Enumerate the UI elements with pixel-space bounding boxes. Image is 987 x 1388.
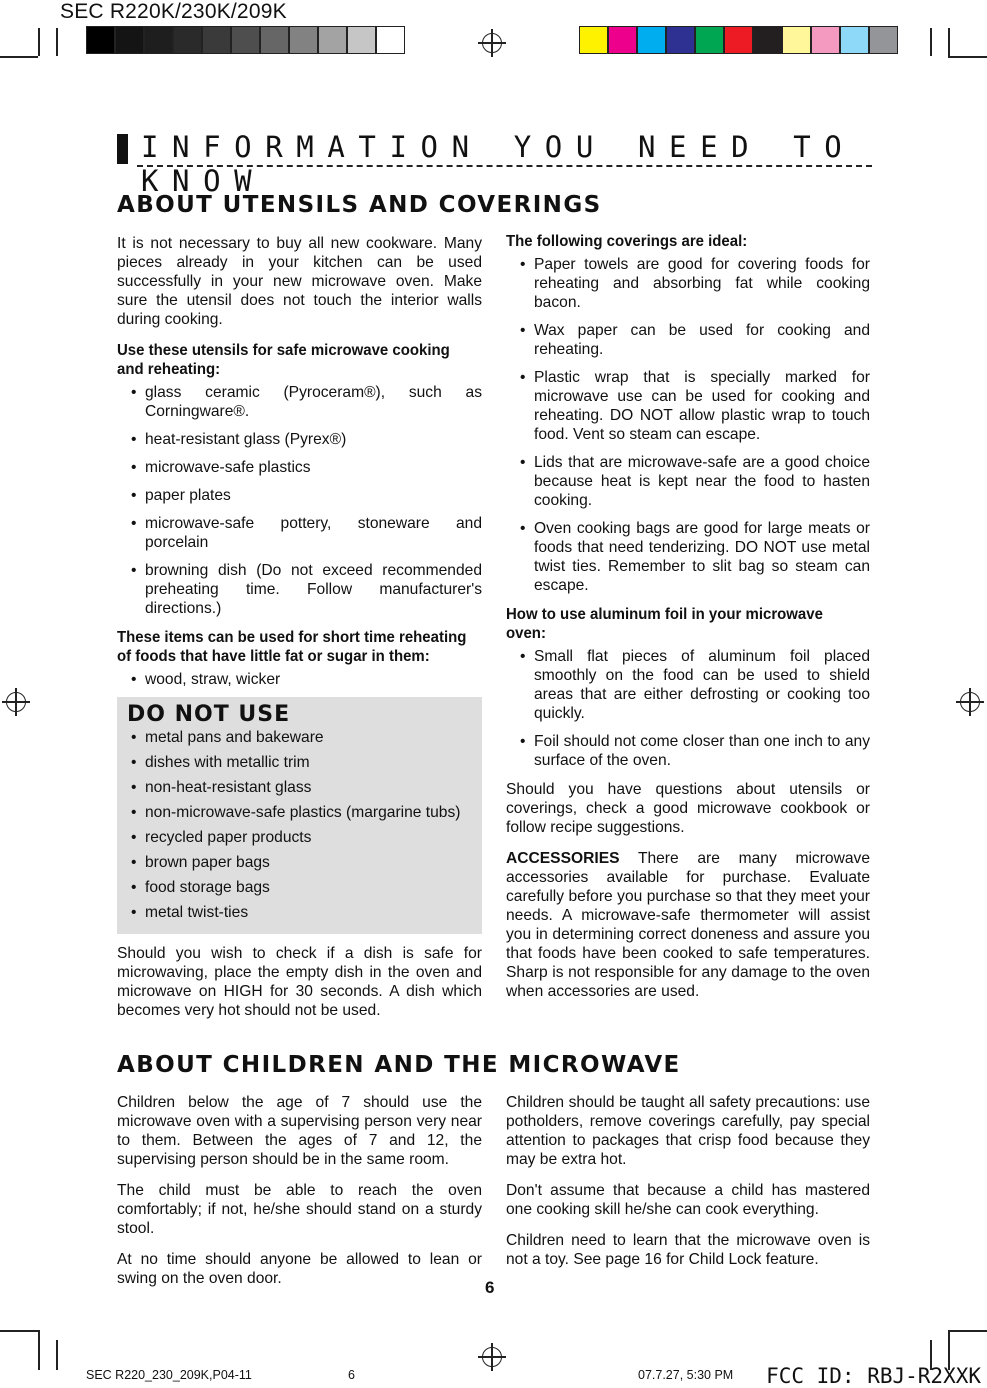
gray-swatch — [289, 26, 318, 54]
color-swatch — [724, 26, 753, 54]
section-banner — [117, 130, 872, 198]
accessories-label: ACCESSORIES — [506, 850, 620, 867]
color-swatch — [579, 26, 608, 54]
registration-mark-icon — [956, 688, 984, 716]
children-paragraph: The child must be able to reach the oven comfortably; if not, he/she should stand on a sturdy stool. — [117, 1182, 482, 1237]
list-item: • Plastic wrap that is specially marked for microwave use can be used for cooking and reheating. DO NOT allow plastic wrap to touch food. Vent so steam can escape. — [506, 368, 870, 444]
accessories-paragraph — [506, 849, 870, 1001]
children-heading: ABOUT CHILDREN AND THE MICROWAVE — [117, 1052, 681, 1078]
list-item: • heat-resistant glass (Pyrex®) — [117, 430, 482, 449]
crop-mark — [56, 1340, 58, 1370]
list-item: • wood, straw, wicker — [117, 670, 482, 689]
list-item: • microwave-safe pottery, stoneware and porcelain — [117, 514, 482, 552]
dish-check-text: Should you wish to check if a dish is safe for microwaving, place the empty dish in the oven and microwave on HIGH for 30 seconds. A dish which becomes very hot should not be used. — [117, 945, 482, 1019]
gray-swatch — [231, 26, 260, 54]
coverings-heading: The following coverings are ideal: — [506, 233, 748, 250]
list-item: • non-heat-resistant glass — [117, 778, 482, 797]
accessories-text: There are many microwave accessories available for purchase. Evaluate carefully before you purchase so that they meet your needs. A microwave-safe thermometer will assist you in determining correct doneness and assure you that foods have been cooked to safe temperatures. Sharp is not responsible for any damage to the oven when accessories are used. — [506, 850, 870, 1000]
list-item: • Lids that are microwave-safe are a good choice because heat is kept near the food to hasten cooking. — [506, 453, 870, 510]
crop-mark — [38, 1330, 40, 1370]
crop-mark — [948, 1330, 987, 1332]
crop-mark — [56, 28, 58, 56]
list-item: • metal pans and bakeware — [117, 728, 482, 747]
gray-swatch — [347, 26, 376, 54]
utensils-left-column — [117, 234, 482, 1032]
color-swatch — [753, 26, 782, 54]
color-swatch — [782, 26, 811, 54]
coverings-list — [506, 255, 870, 595]
registration-mark-icon — [478, 29, 506, 57]
children-paragraph: Don't assume that because a child has mastered one cooking skill he/she can cook everything. — [506, 1182, 870, 1218]
list-item: • microwave-safe plastics — [117, 458, 482, 477]
children-right-column — [506, 1093, 870, 1281]
registration-mark-icon — [2, 688, 30, 716]
list-item: • non-microwave-safe plastics (margarine tubs) — [117, 803, 482, 822]
short-time-list — [117, 670, 482, 689]
children-paragraph: Children below the age of 7 should use the microwave oven with a supervising person very near to them. Between the ages of 7 and 12, the supervising person should be in the same room. — [117, 1094, 482, 1168]
list-item: • glass ceramic (Pyroceram®), such as Corningware®. — [117, 383, 482, 421]
children-left-column — [117, 1093, 482, 1300]
color-swatch — [608, 26, 637, 54]
utensils-heading: ABOUT UTENSILS AND COVERINGS — [117, 192, 602, 218]
color-swatch — [869, 26, 898, 54]
do-not-use-box — [117, 697, 482, 934]
color-calibration-bar — [579, 26, 898, 54]
questions-text: Should you have questions about utensils or coverings, check a good microwave cookbook or follow recipe suggestions. — [506, 781, 870, 836]
footer-file-name: SEC R220_230_209K,P04-11 — [86, 1368, 252, 1382]
list-item: • food storage bags — [117, 878, 482, 897]
gray-swatch — [376, 26, 405, 54]
color-swatch — [666, 26, 695, 54]
list-item: • brown paper bags — [117, 853, 482, 872]
banner-tab — [117, 134, 128, 164]
gray-swatch — [115, 26, 144, 54]
foil-list — [506, 647, 870, 770]
banner-title: INFORMATION YOU NEED TO KNOW — [141, 130, 856, 198]
utensils-intro: It is not necessary to buy all new cookware. Many pieces already in your kitchen can be used successfully in your new microwave oven. Make sure the utensil does not touch the interior walls during cooking. — [117, 235, 482, 328]
footer-page: 6 — [348, 1368, 355, 1382]
foil-heading: How to use aluminum foil in your microwave oven: — [506, 606, 823, 642]
list-item: • Small flat pieces of aluminum foil placed smoothly on the food can be used to shield areas that are either defrosting or cooking too quickly. — [506, 647, 870, 723]
children-paragraph: At no time should anyone be allowed to lean or swing on the oven door. — [117, 1251, 482, 1287]
gray-swatch — [260, 26, 289, 54]
list-item: • Paper towels are good for covering foods for reheating and absorbing fat while cooking bacon. — [506, 255, 870, 312]
grayscale-bar — [86, 26, 405, 54]
list-item: • Oven cooking bags are good for large meats or foods that need tenderizing. DO NOT use metal twist ties. Remember to slit bag so steam can escape. — [506, 519, 870, 595]
list-item: • Wax paper can be used for cooking and reheating. — [506, 321, 870, 359]
use-utensils-list — [117, 383, 482, 618]
list-item: • metal twist-ties — [117, 903, 482, 922]
list-item: • paper plates — [117, 486, 482, 505]
list-item: • dishes with metallic trim — [117, 753, 482, 772]
list-item: • Foil should not come closer than one inch to any surface of the oven. — [506, 732, 870, 770]
gray-swatch — [86, 26, 115, 54]
gray-swatch — [202, 26, 231, 54]
color-swatch — [637, 26, 666, 54]
registration-mark-icon — [478, 1343, 506, 1371]
crop-mark — [948, 28, 950, 56]
color-swatch — [695, 26, 724, 54]
do-not-use-heading: DO NOT USE — [127, 702, 291, 727]
crop-mark — [38, 28, 40, 56]
gray-swatch — [173, 26, 202, 54]
list-item: • browning dish (Do not exceed recommended preheating time. Follow manufacturer's directions.) — [117, 561, 482, 618]
page-number: 6 — [485, 1278, 495, 1297]
use-utensils-heading: Use these utensils for safe microwave cooking and reheating: — [117, 342, 450, 378]
color-swatch — [840, 26, 869, 54]
crop-mark — [948, 56, 987, 58]
crop-mark — [930, 28, 932, 56]
short-time-heading: These items can be used for short time reheating of foods that have little fat or sugar in them: — [117, 629, 467, 665]
crop-mark — [0, 56, 38, 58]
header-model-code: SEC R220K/230K/209K — [60, 0, 287, 23]
footer-datetime: 07.7.27, 5:30 PM — [638, 1368, 734, 1382]
fcc-id: FCC ID: RBJ-R2XXK — [766, 1364, 981, 1388]
list-item: • recycled paper products — [117, 828, 482, 847]
utensils-right-column — [506, 232, 870, 1013]
children-paragraph: Children should be taught all safety precautions: use potholders, remove coverings carefully, pay special attention to packages that crisp food because they may be extra hot. — [506, 1094, 870, 1168]
children-paragraph: Children need to learn that the microwave oven is not a toy. See page 16 for Child Lock feature. — [506, 1232, 870, 1268]
do-not-use-list — [117, 728, 482, 922]
crop-mark — [0, 1330, 38, 1332]
color-swatch — [811, 26, 840, 54]
gray-swatch — [144, 26, 173, 54]
banner-underline — [137, 165, 872, 167]
gray-swatch — [318, 26, 347, 54]
